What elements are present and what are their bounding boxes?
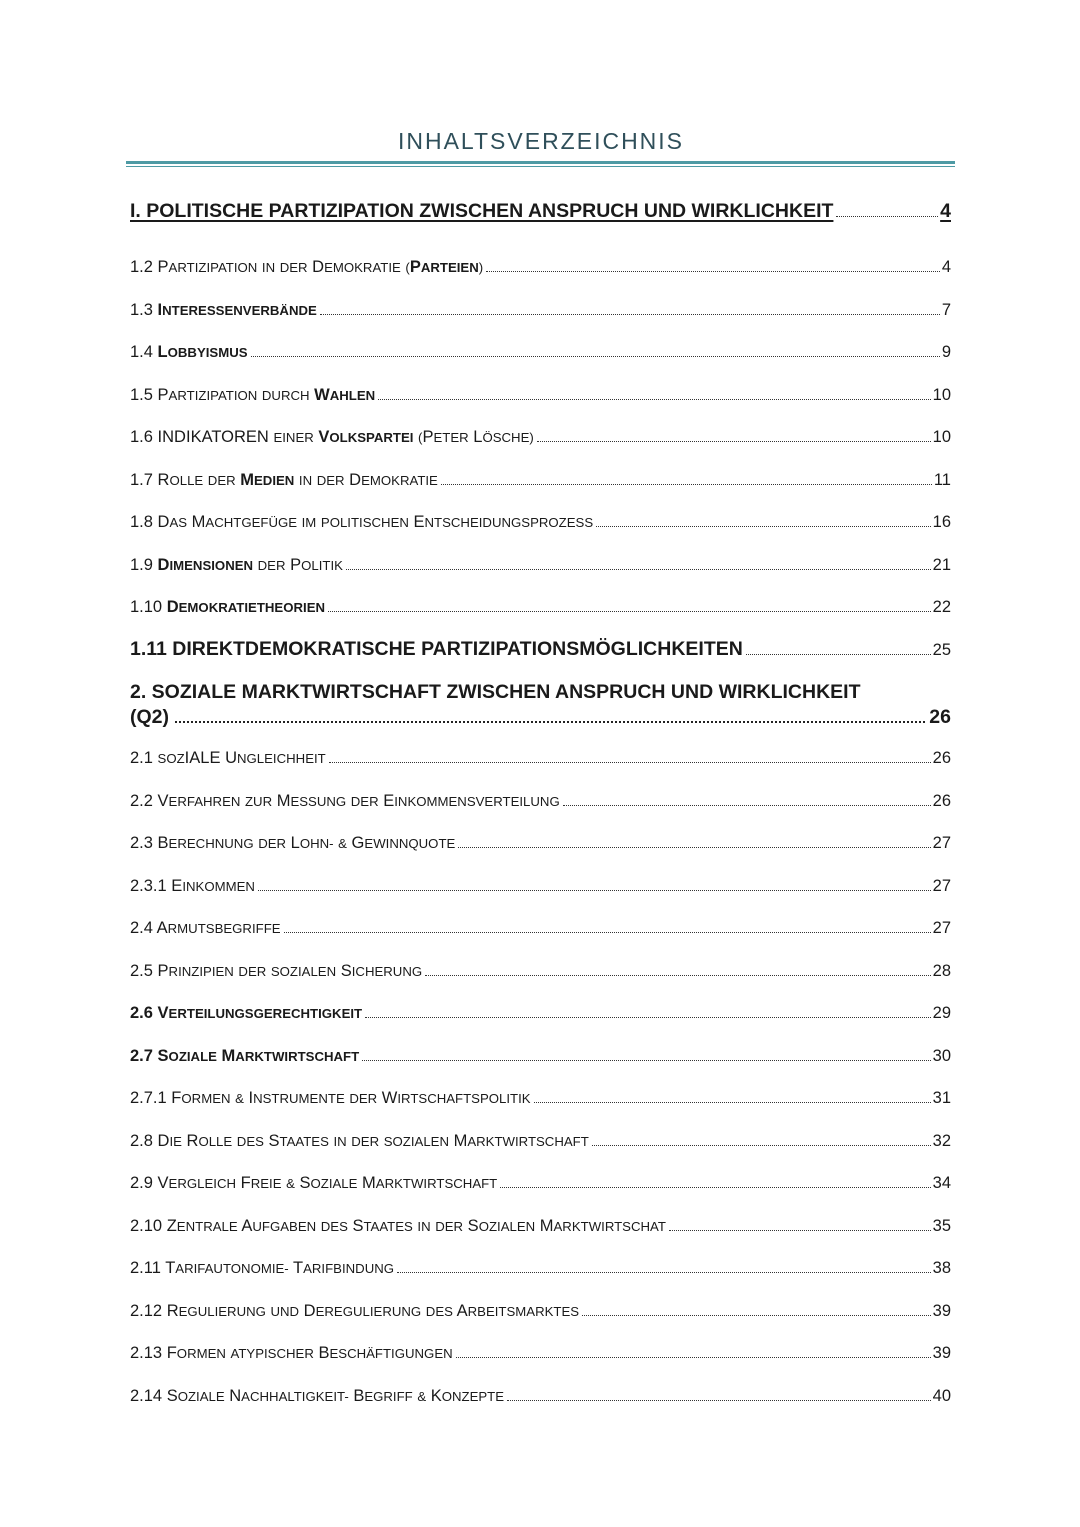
toc-page-number: 29 <box>932 1004 951 1022</box>
leader-dots <box>669 1230 931 1231</box>
toc-entry-2-12[interactable] <box>130 1302 951 1321</box>
toc-entry-2-6[interactable] <box>130 1004 951 1023</box>
toc-entry-label: 1.5 PARTIZIPATION DURCH WAHLEN <box>130 385 376 404</box>
leader-dots <box>362 1060 930 1061</box>
leader-dots <box>500 1187 930 1188</box>
toc-entry-2-4[interactable] <box>130 919 951 938</box>
toc-page-number: 27 <box>932 876 951 895</box>
toc-page-number: 26 <box>932 791 951 810</box>
leader-dots <box>537 441 931 442</box>
toc-chapter-2[interactable] <box>130 680 951 730</box>
toc-page-number: 4 <box>941 258 951 276</box>
toc-entry-1-5[interactable] <box>130 386 951 405</box>
toc-entry-label: 2.3 BERECHNUNG DER LOHN- & GEWINNQUOTE <box>130 834 456 852</box>
toc-page-number: 31 <box>932 1089 951 1107</box>
toc-entry-1-6[interactable] <box>130 428 951 447</box>
toc-entry-label: 2.7.1 FORMEN & INSTRUMENTE DER WIRTSCHAFTSPOLITIK <box>130 1089 531 1107</box>
leader-dots <box>582 1315 931 1316</box>
leader-dots <box>592 1145 931 1146</box>
toc-page-number: 9 <box>941 343 951 361</box>
leader-dots <box>329 762 931 763</box>
toc-entry-label: 2.6 VERTEILUNGSGERECHTIGKEIT <box>130 1004 363 1022</box>
leader-dots <box>320 314 940 315</box>
leader-dots <box>425 975 931 976</box>
toc-page-number: 34 <box>932 1174 951 1192</box>
toc-chapter-1[interactable] <box>130 200 951 223</box>
toc-entry-2-2[interactable] <box>130 792 951 811</box>
toc-entry-label: 2.12 REGULIERUNG UND DEREGULIERUNG DES ARBEITSMARKTES <box>130 1301 580 1320</box>
toc-entry-2-13[interactable] <box>130 1344 951 1363</box>
toc-entry-1-11[interactable] <box>130 638 951 661</box>
toc-entry-label: 1.4 LOBBYISMUS <box>130 343 248 361</box>
toc-page-number: 35 <box>932 1216 951 1235</box>
toc-entry-2-8[interactable] <box>130 1132 951 1151</box>
toc-entry-label-cont: (Q2) <box>130 706 169 728</box>
leader-dots <box>328 611 931 612</box>
toc-entry-2-9[interactable] <box>130 1174 951 1193</box>
toc-entry-2-3[interactable] <box>130 834 951 853</box>
toc-entry-label: 2. SOZIALE MARKTWIRTSCHAFT ZWISCHEN ANSPRUCH UND WIRKLICHKEIT <box>130 681 861 703</box>
leader-dots <box>378 399 930 400</box>
toc-page-number: 10 <box>932 428 951 446</box>
toc-entry-1-2[interactable] <box>130 258 951 277</box>
toc-page-number: 32 <box>932 1131 951 1150</box>
toc-page-number: 21 <box>932 555 951 574</box>
toc-entry-2-11[interactable] <box>130 1259 951 1278</box>
page-title: INHALTSVERZEICHNIS <box>397 128 685 154</box>
toc-page-number: 25 <box>932 641 951 659</box>
leader-dots <box>397 1272 931 1273</box>
toc-entry-label: 2.2 VERFAHREN ZUR MESSUNG DER EINKOMMENSVERTEILUNG <box>130 791 560 810</box>
toc-entry-2-5[interactable] <box>130 962 951 981</box>
toc-entry-label: 2.3.1 EINKOMMEN <box>130 876 255 895</box>
leader-dots <box>175 721 925 723</box>
leader-dots <box>258 890 931 891</box>
leader-dots <box>346 569 931 570</box>
leader-dots <box>836 216 938 217</box>
toc-entry-label: 2.9 VERGLEICH FREIE & SOZIALE MARKTWIRTSCHAFT <box>130 1174 498 1192</box>
toc-page-number: 40 <box>932 1386 951 1405</box>
toc-page-number: 7 <box>941 300 951 319</box>
toc-entry-1-4[interactable] <box>130 343 951 362</box>
leader-dots <box>507 1400 931 1401</box>
toc-entry-2-3-1[interactable] <box>130 877 951 896</box>
toc-page-number: 27 <box>932 919 951 937</box>
toc-entry-2-7[interactable] <box>130 1047 951 1066</box>
toc-page-number: 30 <box>932 1046 951 1065</box>
toc-entry-label: 2.1 SOZIALE UNGLEICHHEIT <box>130 749 326 767</box>
toc-entry-1-9[interactable] <box>130 556 951 575</box>
toc-entry-label: 1.9 DIMENSIONEN DER POLITIK <box>130 555 343 574</box>
toc-page-number: 16 <box>932 513 951 531</box>
title-rule <box>126 161 955 164</box>
leader-dots <box>486 271 940 272</box>
toc-entry-label: 1.7 ROLLE DER MEDIEN IN DER DEMOKRATIE <box>130 470 438 489</box>
leader-dots <box>251 356 940 357</box>
toc-entry-1-7[interactable] <box>130 471 951 490</box>
toc-entry-label: 1.10 DEMOKRATIETHEORIEN <box>130 598 326 616</box>
leader-dots <box>596 526 931 527</box>
toc-entry-label: 2.14 SOZIALE NACHHALTIGKEIT- BEGRIFF & KONZEPTE <box>130 1386 505 1405</box>
toc-entry-label: 1.2 PARTIZIPATION IN DER DEMOKRATIE (PARTEIEN) <box>130 258 484 276</box>
toc-page-number: 22 <box>932 598 951 616</box>
toc-entry-1-8[interactable] <box>130 513 951 532</box>
toc-entry-label: 2.8 DIE ROLLE DES STAATES IN DER SOZIALEN MARKTWIRTSCHAFT <box>130 1131 589 1150</box>
toc-page-number: 26 <box>932 749 951 767</box>
toc-page-number: 27 <box>932 834 951 852</box>
leader-dots <box>458 847 930 848</box>
toc-page-number: 38 <box>932 1259 951 1277</box>
toc-entry-label: 2.10 ZENTRALE AUFGABEN DES STAATES IN DER SOZIALEN MARKTWIRTSCHAT <box>130 1216 666 1235</box>
toc-entry-2-10[interactable] <box>130 1217 951 1236</box>
toc-entry-label: 2.13 FORMEN ATYPISCHER BESCHÄFTIGUNGEN <box>130 1344 453 1362</box>
leader-dots <box>441 484 932 485</box>
leader-dots <box>563 805 931 806</box>
toc-entry-label: 1.11 DIREKTDEMOKRATISCHE PARTIZIPATIONSMÖGLICHKEITEN <box>130 638 743 660</box>
toc-page-number: 39 <box>932 1301 951 1320</box>
toc-entry-label: 2.5 PRINZIPIEN DER SOZIALEN SICHERUNG <box>130 961 423 980</box>
leader-dots <box>456 1357 931 1358</box>
title-rule-thin <box>126 166 955 167</box>
leader-dots <box>284 932 931 933</box>
leader-dots <box>534 1102 931 1103</box>
toc-page-number: 10 <box>932 385 951 404</box>
leader-dots <box>365 1017 931 1018</box>
toc-entry-label: 1.6 INDIKATOREN EINER VOLKSPARTEI (PETER LÖSCHE) <box>130 428 534 446</box>
toc-entry-2-7-1[interactable] <box>130 1089 951 1108</box>
toc-page-number: 28 <box>932 961 951 980</box>
toc-page-number: 11 <box>933 470 951 489</box>
leader-dots <box>746 654 931 655</box>
toc-entry-2-14[interactable] <box>130 1387 951 1406</box>
toc-entry-label: I. POLITISCHE PARTIZIPATION ZWISCHEN ANSPRUCH UND WIRKLICHKEIT <box>130 200 834 222</box>
toc-entry-1-3[interactable] <box>130 301 951 320</box>
toc-entry-label: 2.4 ARMUTSBEGRIFFE <box>130 919 281 937</box>
toc-page-number: 26 <box>929 706 951 728</box>
toc-entry-1-10[interactable] <box>130 598 951 617</box>
toc-entry-label: 1.8 DAS MACHTGEFÜGE IM POLITISCHEN ENTSCHEIDUNGSPROZESS <box>130 513 594 531</box>
toc-entry-label: 1.3 INTERESSENVERBÄNDE <box>130 300 317 319</box>
toc-entry-label: 2.11 TARIFAUTONOMIE- TARIFBINDUNG <box>130 1259 395 1277</box>
toc-page-number: 4 <box>940 200 951 222</box>
toc-entry-2-1[interactable] <box>130 749 951 768</box>
toc-page-number: 39 <box>932 1344 951 1362</box>
toc-entry-label: 2.7 SOZIALE MARKTWIRTSCHAFT <box>130 1046 360 1065</box>
